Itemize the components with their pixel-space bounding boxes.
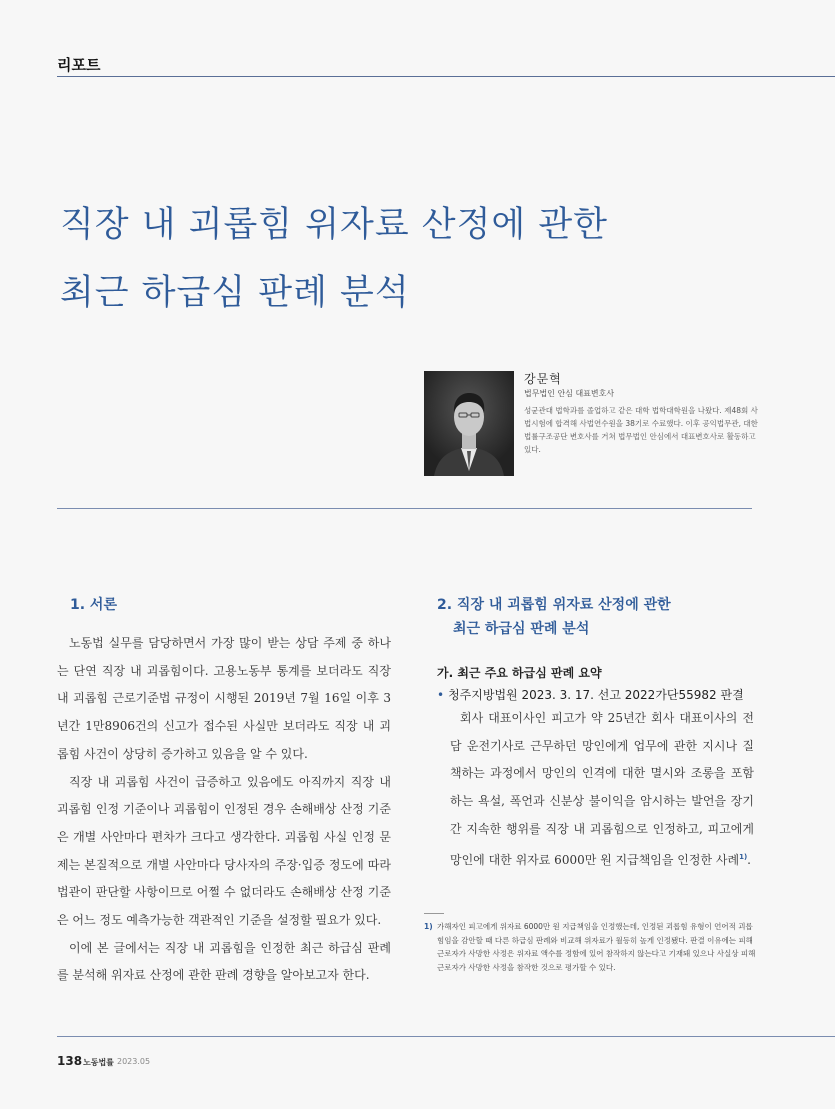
footnote-mark: 1)	[424, 922, 433, 931]
bullet-icon: •	[437, 688, 445, 702]
section1-body	[57, 630, 391, 990]
section-label: 리포트	[57, 56, 101, 74]
author-bio: 성균관대 법학과를 졸업하고 같은 대학 법학대학원을 나왔다. 제48회 사법시험에 합격해 사법연수원을 38기로 수료했다. 이후 공익법무관, 대한법률구조공단 변호사를 거쳐 법무법인 안심에서 대표변호사로 활동하고 있다.	[524, 406, 758, 454]
case-title: 청주지방법원 2023. 3. 17. 선고 2022가단55982 판결	[448, 688, 744, 702]
case-body	[450, 705, 754, 874]
case-heading	[437, 686, 744, 703]
magazine-name: 노동법률	[83, 1058, 114, 1067]
page-number: 138	[57, 1054, 83, 1068]
author-title: 법무법인 안심 대표변호사	[524, 389, 615, 398]
case-text: 회사 대표이사인 피고가 약 25년간 회사 대표이사의 전담 운전기사로 근무하던 망인에게 업무에 관한 지시나 질책하는 과정에서 망인의 인격에 대한 멸시와 조롱을 포함하는 욕설, 폭언과 신분상 불이익을 암시하는 발언을 장기간 지속한 행위를 직장 내 괴롭힘으로 인정하고, 피고에게 망인에 대한 위자료 6000만 원 지급책임을 인정한 사례	[450, 711, 754, 867]
footnote	[424, 920, 758, 974]
footnote-rule	[424, 913, 444, 914]
author-name: 강문혁	[524, 372, 562, 386]
section2-heading-line1: 2. 직장 내 괴롭힘 위자료 산정에 관한	[437, 597, 671, 613]
section1-paragraph: 노동법 실무를 담당하면서 가장 많이 받는 상담 주제 중 하나는 단연 직장 내 괴롭힘이다. 고용노동부 통계를 보더라도 직장 내 괴롭힘 근로기준법 규정이 시행된 2019년 7월 16일 이후 3년간 1만8906건의 신고가 접수된 사실만 보더라도 직장 내 괴롭힘 사건이 상당히 증가하고 있음을 알 수 있다.	[57, 636, 391, 761]
case-text-end: .	[747, 852, 751, 867]
footnote-text: 가해자인 피고에게 위자료 6000만 원 지급책임을 인정했는데, 인정된 괴롭힘 유형이 언어적 괴롭힘임을 감안할 때 다른 하급심 판례와 비교해 위자료가 월등히 높게 인정됐다. 판결 이유에는 피해근로자가 사망한 사정은 위자료 액수를 정함에 있어 참작하지 않는다고 기재돼 있으나 사실상 피해근로자가 사망한 사정을 참작한 것으로 평가할 수 있다.	[437, 922, 756, 972]
section1-paragraph: 직장 내 괴롭힘 사건이 급증하고 있음에도 아직까지 직장 내 괴롭힘 인정 기준이나 괴롭힘이 인정된 경우 손해배상 산정 기준은 개별 사안마다 편차가 크다고 생각한다. 괴롭힘 사실 인정 문제는 본질적으로 개별 사안마다 당사자의 주장·입증 정도에 따라 법관이 판단할 사항이므로 어쩔 수 없더라도 손해배상 산정 기준은 어느 정도 예측가능한 객관적인 기준을 설정할 필요가 있다.	[57, 774, 391, 928]
author-portrait-icon	[424, 371, 514, 476]
section1-heading: 1. 서론	[70, 597, 117, 613]
author-photo	[424, 371, 514, 476]
section1-paragraph: 이에 본 글에서는 직장 내 괴롭힘을 인정한 최근 하급심 판례를 분석해 위자료 산정에 관한 판례 경향을 알아보고자 한다.	[57, 940, 391, 983]
header-divider	[57, 76, 835, 77]
article-title-line1: 직장 내 괴롭힘 위자료 산정에 관한	[60, 205, 608, 245]
footer-divider	[57, 1036, 835, 1037]
section-divider	[57, 508, 752, 509]
issue-date: 2023.05	[117, 1057, 151, 1066]
section2-heading-line2: 최근 하급심 판례 분석	[453, 621, 590, 637]
article-title-line2: 최근 하급심 판례 분석	[60, 273, 410, 313]
footnote-ref[interactable]: 1)	[739, 852, 748, 861]
section2-subheading: 가. 최근 주요 하급심 판례 요약	[437, 666, 602, 680]
